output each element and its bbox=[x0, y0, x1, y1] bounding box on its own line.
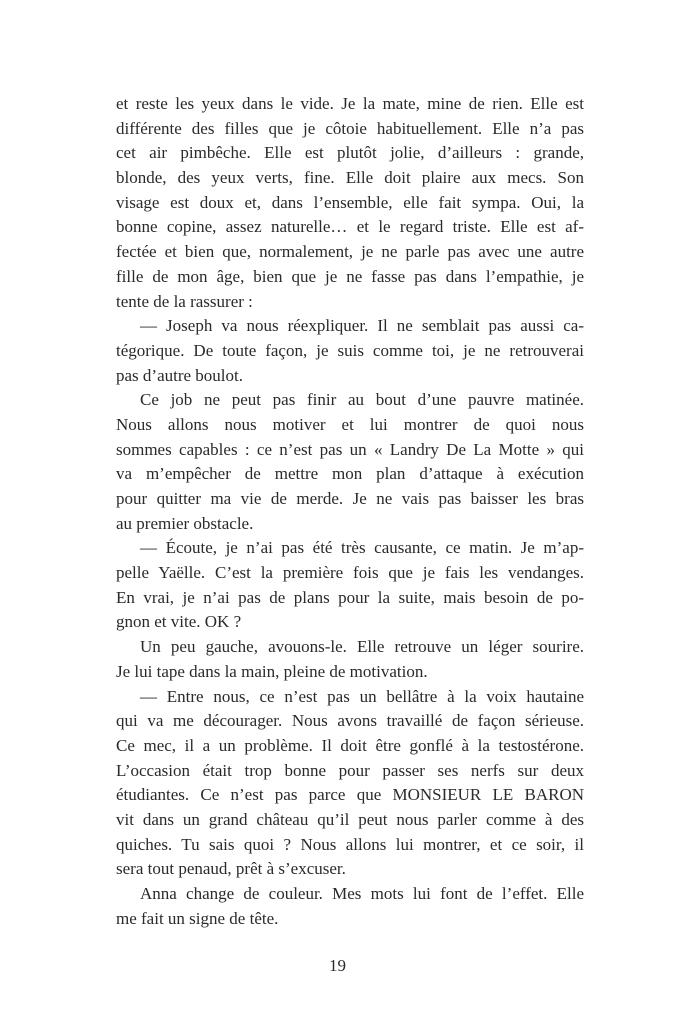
paragraph bbox=[116, 635, 584, 684]
text-line: pas d’autre boulot. bbox=[116, 365, 243, 385]
text-line: me fait un signe de tête. bbox=[116, 908, 279, 928]
text-line: cet air pimbêche. Elle est plutôt jolie, d’ailleurs : grande, bbox=[116, 143, 584, 163]
text-line: Un peu gauche, avouons-le. Elle retrouve un léger sourire. bbox=[140, 637, 584, 657]
text-line: gnon et vite. OK ? bbox=[116, 612, 242, 632]
text-line: pelle Yaëlle. C’est la première fois que je fais les vendanges. bbox=[116, 563, 584, 583]
paragraph bbox=[116, 388, 584, 536]
text-line: tégorique. De toute façon, je suis comme toi, je ne retrouverai bbox=[116, 340, 584, 360]
text-line: Je lui tape dans la main, pleine de motivation. bbox=[116, 661, 428, 681]
text-line: fectée et bien que, normalement, je ne parle pas avec une autre bbox=[116, 242, 584, 262]
text-line: visage est doux et, dans l’ensemble, elle fait sympa. Oui, la bbox=[116, 192, 584, 212]
paragraph bbox=[116, 92, 584, 314]
text-line: Nous allons nous motiver et lui montrer de quoi nous bbox=[116, 414, 584, 434]
text-line: L’occasion était trop bonne pour passer ses nerfs sur deux bbox=[116, 760, 584, 780]
page-body-text bbox=[116, 92, 584, 931]
text-line: sommes capables : ce n’est pas un « Landry De La Motte » qui bbox=[116, 439, 584, 459]
text-line: Anna change de couleur. Mes mots lui font de l’effet. Elle bbox=[140, 884, 584, 903]
paragraph bbox=[116, 536, 584, 635]
text-line: étudiantes. Ce n’est pas parce que MONSIEUR LE BARON bbox=[116, 785, 584, 805]
paragraph bbox=[116, 314, 584, 388]
text-line: quiches. Tu sais quoi ? Nous allons lui montrer, et ce soir, il bbox=[116, 834, 584, 854]
text-line: — Écoute, je n’ai pas été très causante, ce matin. Je m’ap- bbox=[140, 538, 584, 558]
text-line: fille de mon âge, bien que je ne fasse pas dans l’empathie, je bbox=[116, 266, 584, 286]
text-line: au premier obstacle. bbox=[116, 513, 254, 533]
text-line: En vrai, je n’ai pas de plans pour la suite, mais besoin de po- bbox=[116, 587, 584, 607]
text-line: — Joseph va nous réexpliquer. Il ne semblait pas aussi ca- bbox=[140, 316, 584, 336]
paragraph bbox=[116, 882, 584, 931]
text-line: et reste les yeux dans le vide. Je la mate, mine de rien. Elle est bbox=[116, 94, 584, 113]
text-line: différente des filles que je côtoie habituellement. Elle n’a pas bbox=[116, 118, 584, 138]
text-line: vit dans un grand château qu’il peut nous parler comme à des bbox=[116, 809, 584, 829]
text-line: Ce mec, il a un problème. Il doit être gonflé à la testostérone. bbox=[116, 735, 584, 755]
text-line: Ce job ne peut pas finir au bout d’une pauvre matinée. bbox=[140, 390, 584, 410]
text-line: qui va me décourager. Nous avons travaillé de façon sérieuse. bbox=[116, 711, 584, 731]
text-line: sera tout penaud, prêt à s’excuser. bbox=[116, 859, 346, 879]
text-line: tente de la rassurer : bbox=[116, 291, 253, 311]
text-line: pour quitter ma vie de merde. Je ne vais pas baisser les bras bbox=[116, 489, 584, 508]
paragraph bbox=[116, 685, 584, 883]
text-line: blonde, des yeux verts, fine. Elle doit plaire aux mecs. Son bbox=[116, 168, 584, 188]
text-line: va m’empêcher de mettre mon plan d’attaque à exécution bbox=[116, 464, 584, 484]
page-number: 19 bbox=[329, 956, 346, 975]
text-line: bonne copine, assez naturelle… et le regard triste. Elle est af- bbox=[116, 217, 584, 237]
text-line: — Entre nous, ce n’est pas un bellâtre à la voix hautaine bbox=[140, 686, 584, 706]
